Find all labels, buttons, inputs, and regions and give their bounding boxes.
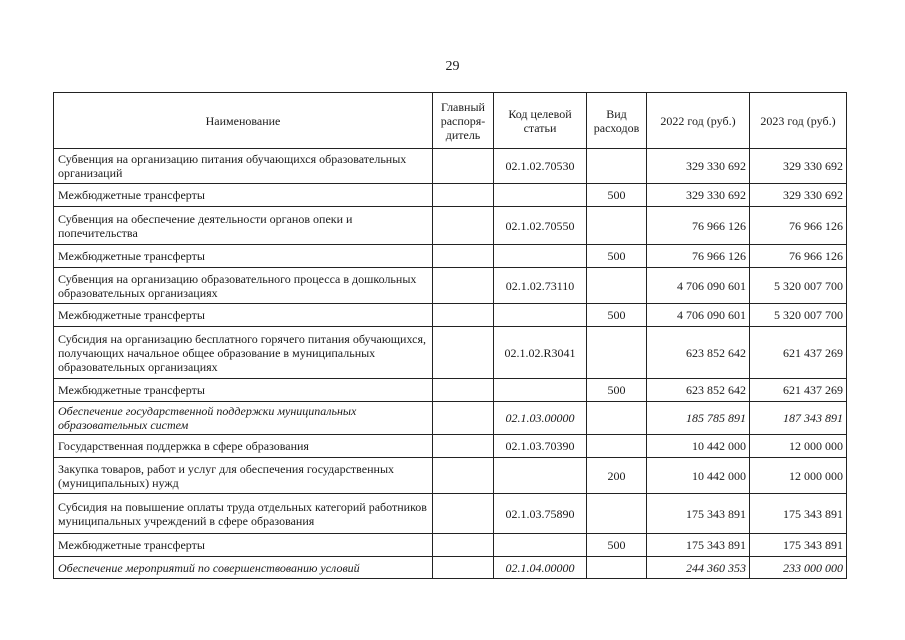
page-number: 29 [445, 59, 460, 74]
cell-type [587, 435, 647, 458]
cell-code [494, 184, 587, 207]
header-y2023: 2023 год (руб.) [750, 93, 847, 149]
budget-table [53, 92, 847, 579]
table-row [54, 534, 847, 557]
cell-y2022: 10 442 000 [647, 458, 750, 494]
header-type: Вид расходов [587, 93, 647, 149]
cell-type: 500 [587, 304, 647, 327]
cell-y2023: 76 966 126 [750, 245, 847, 268]
cell-type: 500 [587, 379, 647, 402]
cell-y2023: 12 000 000 [750, 458, 847, 494]
cell-type [587, 149, 647, 184]
table-row [54, 494, 847, 534]
cell-y2022: 185 785 891 [647, 402, 750, 435]
header-y2022: 2022 год (руб.) [647, 93, 750, 149]
table-row [54, 268, 847, 304]
cell-y2022: 76 966 126 [647, 207, 750, 245]
cell-name: Межбюджетные трансферты [54, 304, 433, 327]
cell-y2023: 329 330 692 [750, 184, 847, 207]
cell-chief [433, 494, 494, 534]
cell-y2023: 76 966 126 [750, 207, 847, 245]
cell-chief [433, 304, 494, 327]
cell-name: Межбюджетные трансферты [54, 184, 433, 207]
table-row [54, 245, 847, 268]
cell-name: Межбюджетные трансферты [54, 379, 433, 402]
cell-y2022: 623 852 642 [647, 379, 750, 402]
cell-chief [433, 327, 494, 379]
table-row [54, 402, 847, 435]
cell-chief [433, 245, 494, 268]
table-row [54, 207, 847, 245]
cell-y2022: 623 852 642 [647, 327, 750, 379]
cell-code: 02.1.03.70390 [494, 435, 587, 458]
cell-chief [433, 379, 494, 402]
table-row [54, 184, 847, 207]
cell-name: Закупка товаров, работ и услуг для обеспечения государственных (муниципальных) нужд [54, 458, 433, 494]
cell-type [587, 494, 647, 534]
cell-code: 02.1.03.75890 [494, 494, 587, 534]
cell-type: 500 [587, 184, 647, 207]
cell-y2023: 5 320 007 700 [750, 304, 847, 327]
cell-name: Субвенция на организацию питания обучающихся образовательных организаций [54, 149, 433, 184]
cell-y2023: 187 343 891 [750, 402, 847, 435]
cell-y2022: 329 330 692 [647, 184, 750, 207]
cell-type [587, 207, 647, 245]
cell-code: 02.1.02.R3041 [494, 327, 587, 379]
cell-chief [433, 557, 494, 579]
cell-type [587, 327, 647, 379]
cell-y2022: 76 966 126 [647, 245, 750, 268]
cell-y2022: 175 343 891 [647, 534, 750, 557]
cell-type [587, 268, 647, 304]
cell-code [494, 304, 587, 327]
cell-code: 02.1.02.73110 [494, 268, 587, 304]
cell-name: Субвенция на обеспечение деятельности органов опеки и попечительства [54, 207, 433, 245]
table-row [54, 379, 847, 402]
cell-y2023: 12 000 000 [750, 435, 847, 458]
table-header-row [54, 93, 847, 149]
cell-y2023: 329 330 692 [750, 149, 847, 184]
cell-chief [433, 435, 494, 458]
cell-code: 02.1.03.00000 [494, 402, 587, 435]
table-row [54, 557, 847, 579]
cell-code [494, 379, 587, 402]
table-row [54, 458, 847, 494]
cell-y2023: 5 320 007 700 [750, 268, 847, 304]
cell-chief [433, 534, 494, 557]
cell-y2023: 621 437 269 [750, 327, 847, 379]
cell-type: 200 [587, 458, 647, 494]
cell-code: 02.1.02.70530 [494, 149, 587, 184]
cell-chief [433, 207, 494, 245]
header-chief: Главный распоря-дитель [433, 93, 494, 149]
cell-code [494, 458, 587, 494]
cell-chief [433, 184, 494, 207]
cell-name: Субсидия на повышение оплаты труда отдельных категорий работников муниципальных учреждений в сфере образования [54, 494, 433, 534]
cell-y2023: 233 000 000 [750, 557, 847, 579]
cell-name: Межбюджетные трансферты [54, 534, 433, 557]
cell-name: Субсидия на организацию бесплатного горячего питания обучающихся, получающих начальное общее образование в муниципальных образовательных организациях [54, 327, 433, 379]
cell-name: Межбюджетные трансферты [54, 245, 433, 268]
cell-type [587, 402, 647, 435]
table-row [54, 435, 847, 458]
cell-name: Субвенция на организацию образовательного процесса в дошкольных образовательных организациях [54, 268, 433, 304]
cell-name: Государственная поддержка в сфере образования [54, 435, 433, 458]
table-row [54, 149, 847, 184]
cell-code: 02.1.02.70550 [494, 207, 587, 245]
cell-code [494, 245, 587, 268]
cell-y2023: 175 343 891 [750, 534, 847, 557]
cell-y2022: 4 706 090 601 [647, 268, 750, 304]
cell-type: 500 [587, 534, 647, 557]
cell-name: Обеспечение государственной поддержки муниципальных образовательных систем [54, 402, 433, 435]
cell-type: 500 [587, 245, 647, 268]
cell-chief [433, 402, 494, 435]
cell-y2023: 175 343 891 [750, 494, 847, 534]
cell-code [494, 534, 587, 557]
cell-type [587, 557, 647, 579]
cell-code: 02.1.04.00000 [494, 557, 587, 579]
cell-chief [433, 149, 494, 184]
header-code: Код целевой статьи [494, 93, 587, 149]
cell-chief [433, 458, 494, 494]
cell-name: Обеспечение мероприятий по совершенствованию условий [54, 557, 433, 579]
table-body [54, 149, 847, 579]
cell-y2022: 329 330 692 [647, 149, 750, 184]
header-name: Наименование [54, 93, 433, 149]
table-row [54, 304, 847, 327]
cell-y2022: 10 442 000 [647, 435, 750, 458]
cell-y2022: 244 360 353 [647, 557, 750, 579]
cell-y2023: 621 437 269 [750, 379, 847, 402]
cell-y2022: 175 343 891 [647, 494, 750, 534]
table-row [54, 327, 847, 379]
cell-chief [433, 268, 494, 304]
cell-y2022: 4 706 090 601 [647, 304, 750, 327]
